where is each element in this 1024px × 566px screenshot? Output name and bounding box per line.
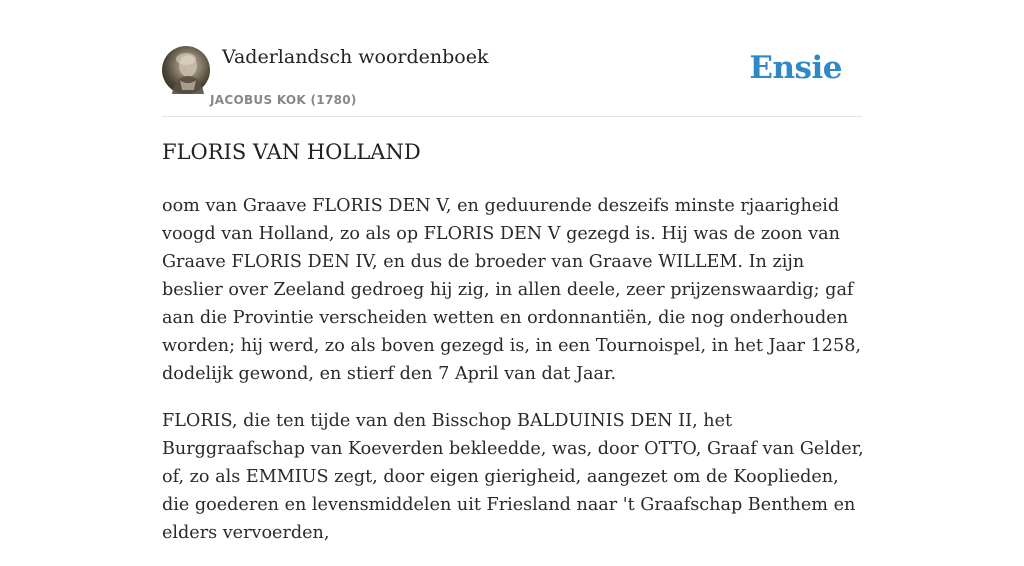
ensie-logo[interactable]: Ensie	[749, 50, 842, 86]
entry-paragraph: oom van Graave FLORIS DEN V, en geduurende deszeifs minste rjaarigheid voogd van Holland, zo als op FLORIS DEN V gezegd is. Hij was de zoon van Graave FLORIS DEN IV, en dus de broeder van Graave WILLEM. In zijn beslier over Zeeland gedroeg hij zig, in allen deele, zeer prijzenswaardig; gaf aan die Provintie verscheiden wetten en ordonnantiën, die nog onderhouden worden; hij werd, zo als boven gezegd is, in een Tournoispel, in het Jaar 1258, dodelijk gewond, en stierf den 7 April van dat Jaar.	[162, 196, 861, 384]
author-portrait-icon[interactable]	[162, 46, 210, 94]
entry-paragraph: FLORIS, die ten tijde van den Bisschop BALDUINIS DEN II, het Burggraafschap van Koeverden bekleedde, was, door OTTO, Graaf van Gelder, of, zo als EMMIUS zegt, door eigen gierigheid, aangezet om de Kooplieden, die goederen en levensmiddelen uit Friesland naar 't Graafschap Benthem en elders vervoerden,	[162, 411, 864, 543]
site-header	[162, 46, 862, 117]
portrait-image	[162, 46, 210, 94]
entry-headword: FLORIS VAN HOLLAND	[162, 140, 421, 164]
book-title[interactable]: Vaderlandsch woordenboek	[222, 46, 489, 68]
entry-body	[162, 192, 868, 566]
author-byline[interactable]: JACOBUS KOK (1780)	[210, 93, 357, 107]
